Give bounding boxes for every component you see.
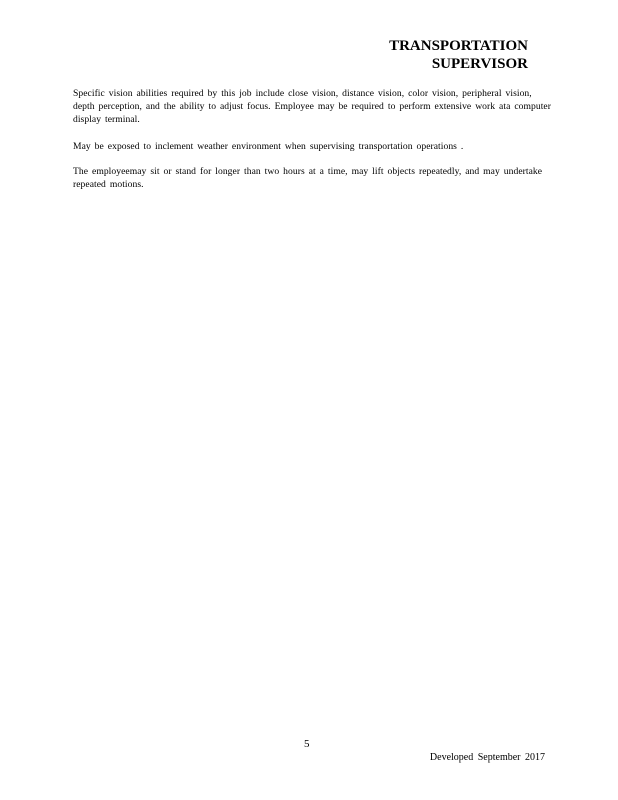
paragraph-vision: Specific vision abilities required by this job include close vision, distance vision, color vision, peripheral vision, depth perception, and the ability to adjust focus. Employee may be required to perform extensive work ata computer display terminal. xyxy=(73,88,551,125)
paragraph-environment: May be exposed to inclement weather environment when supervising transportation operations . xyxy=(73,141,464,152)
title-line-1: TRANSPORTATION xyxy=(389,38,528,54)
page-number: 5 xyxy=(304,738,310,750)
paragraph-physical: The employeemay sit or stand for longer than two hours at a time, may lift objects repeatedly, and may undertake repeated motions. xyxy=(73,166,543,190)
title-line-2: SUPERVISOR xyxy=(431,56,528,72)
developed-date: Developed September 2017 xyxy=(429,752,545,763)
page-title xyxy=(389,37,528,73)
